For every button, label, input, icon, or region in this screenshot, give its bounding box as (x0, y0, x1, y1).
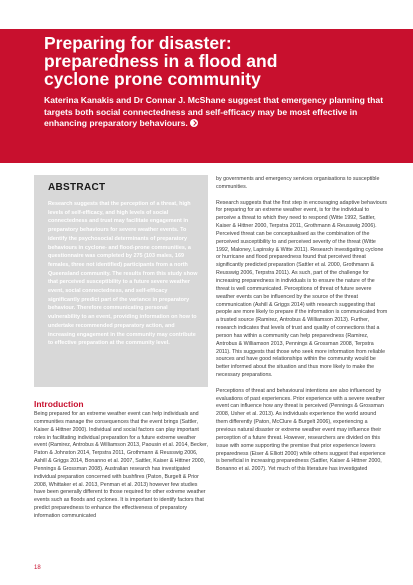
page-number: 18 (34, 565, 41, 571)
right-column (216, 176, 388, 482)
abstract-text: Research suggests that the perception of a threat, high levels of self-efficacy, and high levels of social connectedness and trust may facilitate engagement in preparatory behaviours for severe weather events. To identify the psychosocial determinants of preparatory behaviours in cyclone- and flood-prone communities, a questionnaire was completed by 275 (103 males, 169 females, three not identified) participants from a north Queensland community. The results from this study show that perceived susceptibility to a future severe weather event, social connectedness, and self-efficacy significantly predict part of the variance in preparatory behaviour. Therefore communicating personal vulnerability to an event, providing information on how to undertake recommended preparatory action, and increasing engagement in the community may contribute to effective preparation at the community level. (48, 201, 198, 347)
body-paragraph: Research suggests that the first step in encouraging adaptive behaviours for preparing for an extreme weather event, is for the individual to perceive a threat to which they need to respond (Witte 1992, Sattler, Kaiser & Hittner 2000, Terpstra 2011, Grothmann & Reusswig 2006). Perceived threat can be conceptualised as the combination of the perceived susceptibility to and perceived severity of the threat (Witte 1992, Maloney, Lapinsky & Witte 2011). Research investigating cyclone or hurricane and flood preparedness found that perceived threat significantly predicted preparation (Sattler et al. 2000, Grothmann & Reusswig 2006, Terpstra 2011). As such, part of the challenge for increasing preparedness in individuals is to ensure the nature of the threat is well communicated. Perceptions of threat of future severe weather events can be influenced by the source of the threat communication (Ashill & Griggs 2014) with research suggesting that people are more likely to prepare if the information is communicated from a trusted source (Ramirez, Antrobus & Williamson 2013). Further, research indicates that levels of trust and quality of connections that a person has within a community can help preparedness (Ramirez, Antrobus & Williamson 2013, Pennings & Grossman 2008, Terpstra 2011). This suggests that those who seek more information from reliable sources and have good relationships within the community would be better informed about the situation and thus more likely to make the necessary preparations. (216, 199, 388, 379)
introduction-heading: Introduction (34, 399, 84, 409)
article-standfirst (44, 95, 389, 130)
body-paragraph: Being prepared for an extreme weather event can help individuals and communities manage the consequences that the event brings (Sattler, Kaiser & Hittner 2000). Individual and social factors can play important roles in facilitating individual preparation for a future extreme weather event (Ramirez, Antrobus & Williamson 2013, Paousin et al. 2014, Becker, Paton & Johnston 2014, Terpstra 2011, Grothmann & Reusswig 2006, Ashill & Griggs 2014, Bonanno et al. 2007, Sattler, Kaiser & Hittner 2000, Pennings & Grossman 2008). Australian research has investigated individual preparation concerned with bushfires (Paton, Burgelt & Prior 2008, Whittaker et al. 2013, Penman et al. 2013) however few studies have been generally different to those required for other extreme weather events such as floods and cyclones. It is important to identify factors that predict preparedness to enhance the effectiveness of preparatory information communicated (34, 411, 209, 519)
abstract-box (34, 175, 208, 387)
article-title: Preparing for disaster: preparedness in a flood and cyclone prone community (44, 33, 278, 90)
body-paragraph: by governments and emergency services organisations to susceptible communities. (216, 176, 380, 190)
body-paragraph: Perceptions of threat and behavioural intentions are also influenced by evaluations of past experiences. Prior experience with a severe weather event can influence how any threat is perceived (Pennings & Grossman 2008, Usher et al. 2013). As individuals experience the world around them differently (Paton, McClure & Burgelt 2006), experiencing a previous natural disaster or extreme weather event may influence their perception of a future threat. However, researchers are divided on this issue with some supporting the premise that prior experience lowers preparedness (Eiser & Elliott 2000) while others suggest that experience is beneficial in increasing preparedness (Sattler, Kaiser & Hittner 2000, Bonanno et al. 2007). Yet much of this literature has investigated (216, 387, 386, 473)
abstract-heading: ABSTRACT (48, 182, 106, 193)
arrow-circle-icon (190, 119, 198, 127)
introduction-column (34, 411, 208, 529)
standfirst-text: Katerina Kanakis and Dr Connar J. McShane suggest that emergency planning that targets both social connectedness and self-efficacy may be most effective in enhancing preparatory behaviours. (44, 95, 384, 128)
article-header (0, 29, 413, 163)
